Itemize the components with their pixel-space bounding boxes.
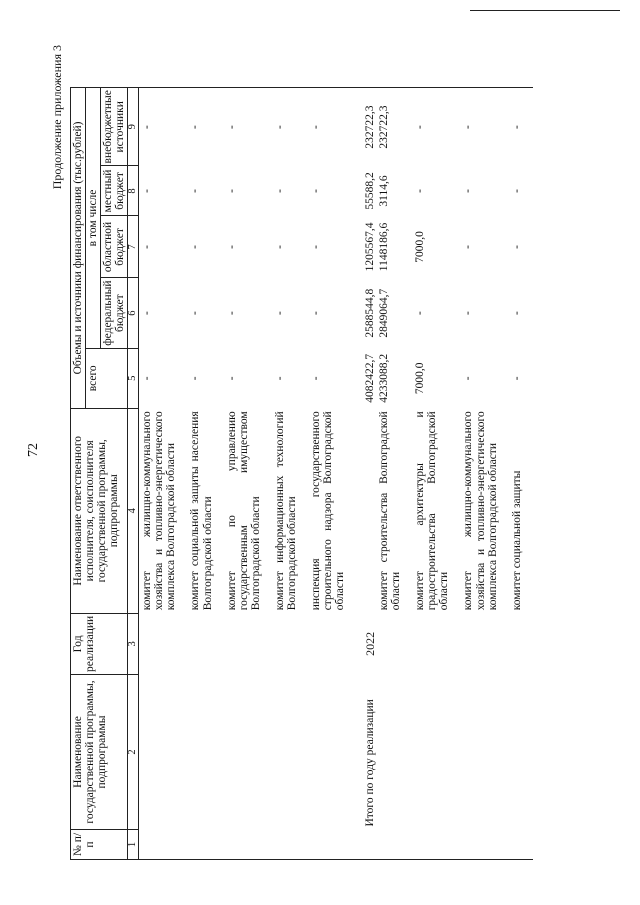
year-total-federal: 2588544,8 [364, 288, 377, 338]
col-number-1: 1 [128, 830, 139, 860]
header-executor: Наименование ответственного исполнителя, соисполнителя государственной программы, подпрограммы [71, 408, 128, 613]
value-federal: - [414, 311, 427, 316]
value-extra: - [460, 88, 508, 166]
value-local: - [462, 189, 475, 193]
value-regional: - [273, 245, 286, 249]
table-row [460, 88, 508, 860]
col-number-2: 2 [128, 675, 139, 830]
table-row [308, 88, 356, 860]
page-number: 72 [26, 443, 41, 457]
col-number-8: 8 [128, 166, 139, 216]
header-extrabudget: внебюджетные источники [101, 88, 128, 166]
value-total: - [309, 376, 322, 381]
table-row [272, 88, 308, 860]
top-rule [470, 10, 620, 11]
executor-name: комитет социальной защиты [510, 470, 523, 611]
value-local: - [510, 189, 523, 193]
value-extra: - [139, 88, 188, 166]
value-local: - [414, 189, 427, 193]
value-total: - [462, 376, 475, 381]
table-row [139, 88, 188, 860]
value-federal: - [510, 311, 523, 316]
value-local: 3114,6 [378, 175, 391, 207]
value-regional: 7000,0 [414, 231, 427, 263]
year-total-label: Итого по году реализации [364, 699, 377, 827]
rotated-page [20, 25, 630, 875]
value-federal: - [462, 311, 475, 316]
value-regional: 1148186,6 [378, 222, 391, 272]
col-number-3: 3 [128, 613, 139, 674]
executor-name: комитет жилищно-коммунального хозяйства и топливно-энергетического комплекса Волгоградской области [462, 411, 499, 611]
value-total: 7000,0 [414, 362, 427, 395]
value-local: - [225, 189, 238, 193]
col-number-7: 7 [128, 216, 139, 278]
header-total: всего [86, 348, 128, 408]
executor-name: комитет строительства Волгоградской области [378, 411, 403, 611]
value-extra: - [224, 88, 272, 166]
col-number-4: 4 [128, 408, 139, 613]
value-federal: - [225, 311, 238, 316]
value-total: - [273, 376, 286, 381]
value-federal: - [309, 311, 322, 316]
executor-name: комитет архитектуры и градостроительства Волгоградской области [414, 411, 451, 611]
continuation-note: Продолжение приложения 3 [50, 45, 64, 190]
executor-name: комитет социальной защиты населения Волгоградской области [189, 411, 214, 611]
header-local: местный бюджет [101, 166, 128, 216]
table-row [224, 88, 272, 860]
value-extra: - [509, 88, 533, 166]
table-row [412, 88, 460, 860]
year-total-row [356, 88, 376, 860]
value-total: 4233088,2 [378, 353, 391, 403]
value-federal: - [189, 311, 202, 316]
value-federal: - [273, 311, 286, 316]
header-program-name: Наименование государственной программы, подпрограммы [71, 675, 128, 830]
value-federal: - [141, 311, 154, 316]
value-regional: - [510, 245, 523, 249]
value-regional: - [462, 245, 475, 249]
header-including: в том числе [86, 88, 101, 349]
header-federal: федеральный бюджет [101, 278, 128, 348]
header-regional: областной бюджет [101, 216, 128, 278]
value-extra: - [272, 88, 308, 166]
value-total: - [510, 376, 523, 381]
funding-table [70, 87, 533, 860]
year-total-local: 55588,2 [364, 172, 377, 210]
value-local: - [273, 189, 286, 193]
value-extra: - [308, 88, 356, 166]
table-row [376, 88, 412, 860]
value-total: - [141, 376, 154, 381]
executor-name: комитет информационных технологий Волгоградской области [273, 411, 298, 611]
col-number-6: 6 [128, 278, 139, 348]
table-row [509, 88, 533, 860]
executor-name: комитет по управлению государственным имуществом Волгоградской области [225, 411, 262, 611]
value-regional: - [141, 245, 154, 249]
header-funding-group: Объемы и источники финансирования (тыс.рублей) [71, 88, 86, 409]
value-local: - [309, 189, 322, 193]
value-extra: - [412, 88, 460, 166]
col-number-9: 9 [128, 88, 139, 166]
executor-name: инспекция государственного строительного надзора Волгоградской области [309, 411, 346, 611]
value-local: - [141, 189, 154, 193]
value-extra: - [187, 88, 223, 166]
value-total: - [189, 376, 202, 381]
col-number-5: 5 [128, 348, 139, 408]
value-regional: - [309, 245, 322, 249]
year-total-all: 4082422,7 [364, 353, 377, 403]
value-regional: - [189, 245, 202, 249]
year-total-regional: 1205567,4 [364, 222, 377, 272]
value-local: - [189, 189, 202, 193]
header-year: Год реализации [71, 613, 128, 674]
executor-name: комитет жилищно-коммунального хозяйства и топливно-энергетического комплекса Волгоградской области [141, 411, 178, 611]
header-number: № п/п [71, 830, 128, 860]
value-total: - [225, 376, 238, 381]
year-total-extra: 232722,3 [356, 88, 376, 166]
value-federal: 2849064,7 [378, 288, 391, 338]
table-row [187, 88, 223, 860]
value-extra: 232722,3 [376, 88, 412, 166]
value-regional: - [225, 245, 238, 249]
year-value: 2022 [363, 631, 378, 656]
